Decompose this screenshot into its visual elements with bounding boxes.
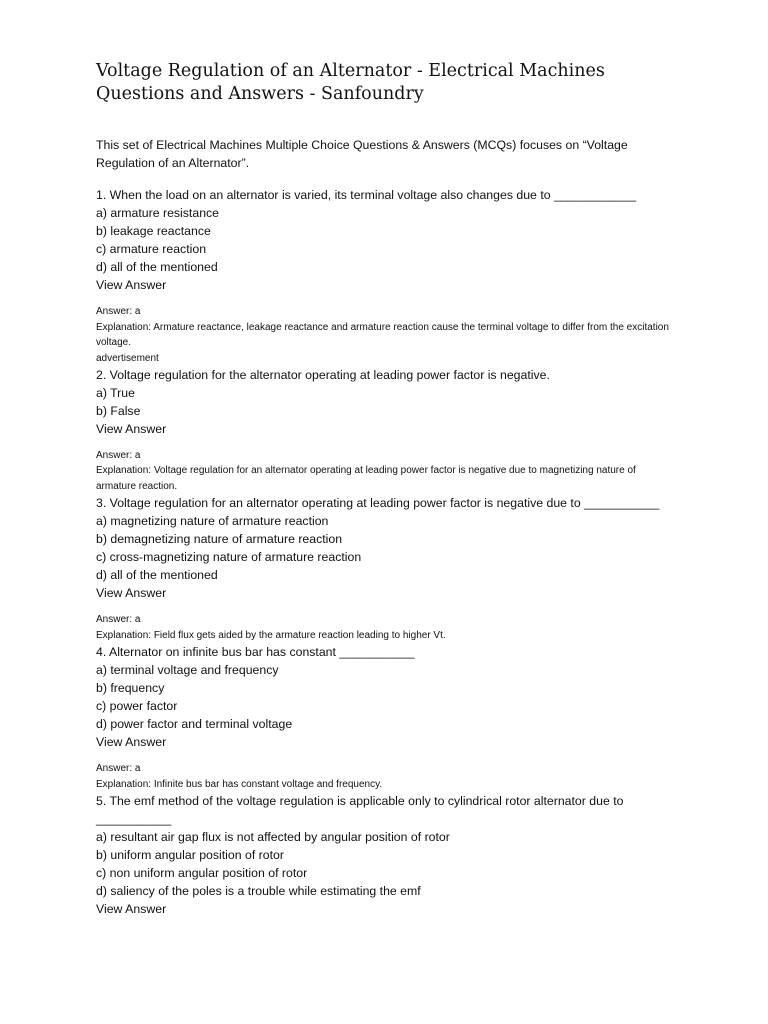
option-c: c) cross-magnetizing nature of armature reaction — [96, 550, 362, 564]
question-text: 3. Voltage regulation for an alternator operating at leading power factor is negative due to ___________ — [96, 496, 660, 510]
option-c: c) armature reaction — [96, 242, 207, 256]
view-answer-link[interactable]: View Answer — [96, 586, 167, 600]
option-d: d) all of the mentioned — [96, 260, 218, 274]
explanation-text: Explanation: Field flux gets aided by the armature reaction leading to higher Vt. — [96, 629, 446, 641]
answer-text: Answer: a — [96, 306, 141, 317]
question-text: 1. When the load on an alternator is varied, its terminal voltage also changes due to ____________ — [96, 188, 637, 202]
page-title: Voltage Regulation of an Alternator - Electrical Machines Questions and Answers - Sanfoundry — [96, 61, 605, 104]
explanation-text: Explanation: Infinite bus bar has constant voltage and frequency. — [96, 778, 383, 790]
question-2 — [96, 366, 672, 495]
view-answer-link[interactable]: View Answer — [96, 735, 167, 749]
answer-text: Answer: a — [96, 449, 141, 461]
explanation-text: Explanation: Armature reactance, leakage reactance and armature reaction cause the terminal voltage to differ from the excitation voltage. — [96, 321, 669, 348]
question-text: 5. The emf method of the voltage regulation is applicable only to cylindrical rotor alternator due to ___________ — [96, 794, 624, 826]
option-a: a) resultant air gap flux is not affected by angular position of rotor — [96, 830, 450, 844]
question-text: 2. Voltage regulation for the alternator operating at leading power factor is negative. — [96, 367, 550, 382]
option-d: d) saliency of the poles is a trouble while estimating the emf — [96, 884, 421, 898]
question-5 — [96, 792, 672, 918]
option-b: b) uniform angular position of rotor — [96, 848, 284, 862]
option-b: b) demagnetizing nature of armature reaction — [96, 532, 343, 546]
intro-text: This set of Electrical Machines Multiple Choice Questions & Answers (MCQs) focuses on “Voltage Regulation of an Alternator”. — [96, 138, 628, 170]
view-answer-link[interactable]: View Answer — [96, 278, 167, 292]
question-3 — [96, 494, 672, 643]
option-b: b) False — [96, 403, 141, 418]
question-1 — [96, 186, 672, 366]
question-4 — [96, 643, 672, 792]
advertisement-label: advertisement — [96, 352, 159, 364]
option-d: d) power factor and terminal voltage — [96, 717, 293, 731]
option-a: a) armature resistance — [96, 206, 220, 220]
answer-text: Answer: a — [96, 614, 141, 625]
option-c: c) non uniform angular position of rotor — [96, 866, 308, 880]
explanation-text: Explanation: Voltage regulation for an alternator operating at leading power factor is negative due to magnetizing nature of armature reaction. — [96, 465, 636, 492]
option-b: b) frequency — [96, 681, 165, 695]
option-a: a) terminal voltage and frequency — [96, 663, 279, 677]
option-a: a) magnetizing nature of armature reaction — [96, 514, 329, 528]
option-b: b) leakage reactance — [96, 224, 211, 238]
option-a: a) True — [96, 385, 135, 400]
option-c: c) power factor — [96, 699, 178, 713]
option-d: d) all of the mentioned — [96, 568, 218, 582]
answer-text: Answer: a — [96, 763, 141, 774]
question-text: 4. Alternator on infinite bus bar has constant ___________ — [96, 645, 415, 659]
view-answer-link[interactable]: View Answer — [96, 421, 167, 436]
view-answer-link[interactable]: View Answer — [96, 902, 167, 916]
